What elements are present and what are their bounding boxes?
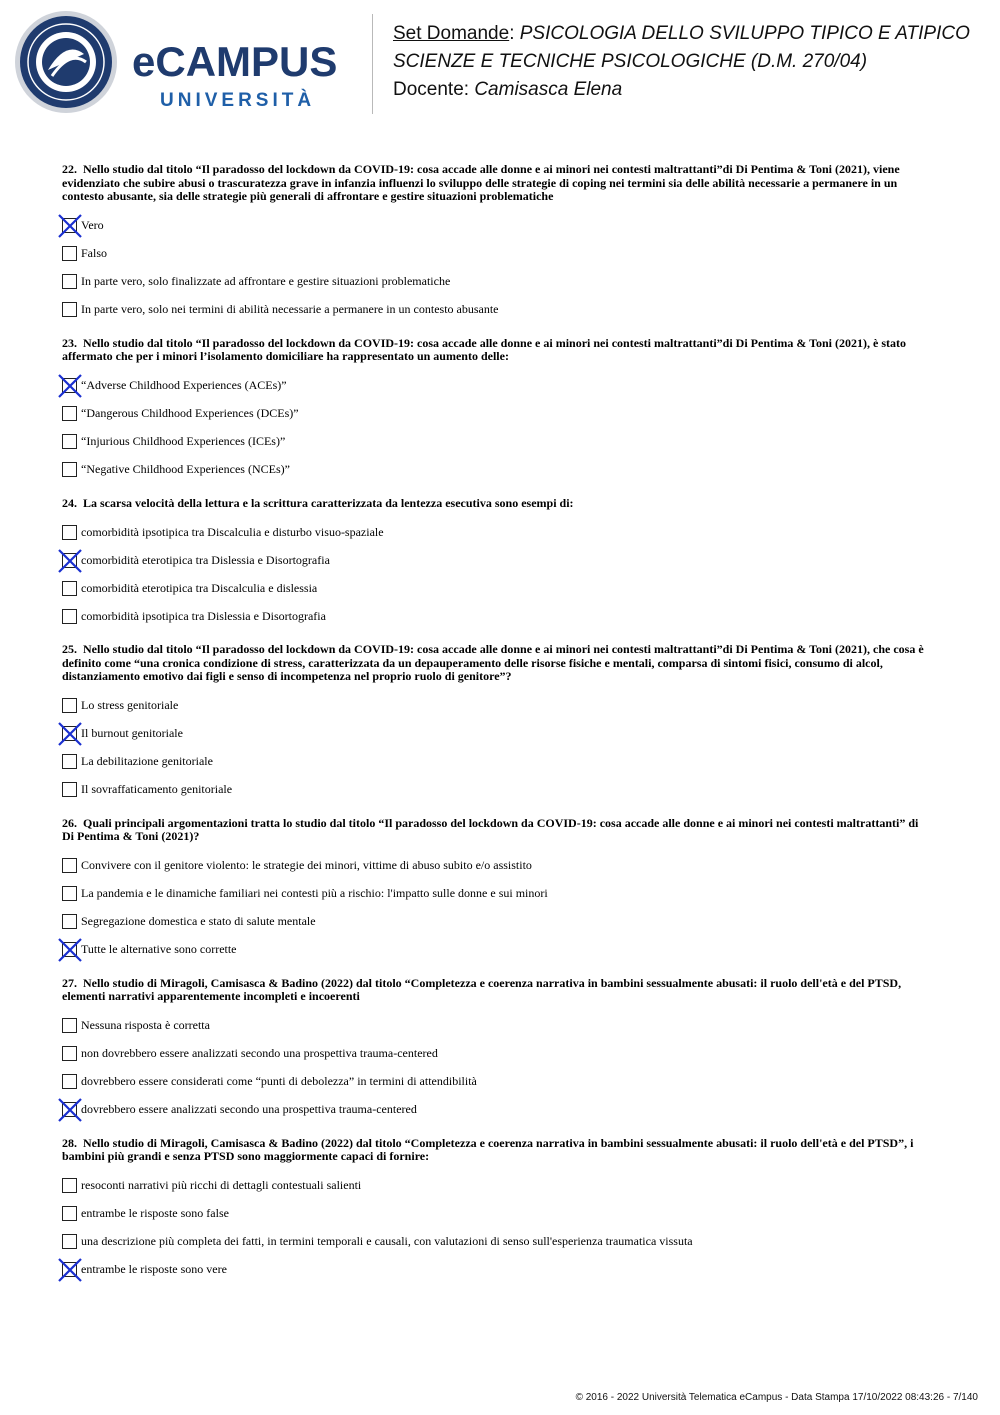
- answer-option[interactable]: [62, 720, 932, 748]
- question-body: Nello studio di Miragoli, Camisasca & Badino (2022) dal titolo “Completezza e coerenza narrativa in bambini sessualmente abusati: il ruolo dell'età e del PTSD”, i bambini più grandi e senza PTSD sono maggiormente capaci di fornire:: [62, 1135, 914, 1163]
- answer-option[interactable]: [62, 268, 932, 296]
- answer-checkbox[interactable]: [62, 218, 77, 233]
- answer-checkbox[interactable]: [62, 698, 77, 713]
- question-number: 23.: [62, 335, 77, 350]
- answer-text: entrambe le risposte sono false: [81, 1206, 229, 1220]
- answer-text: Convivere con il genitore violento: le strategie dei minori, vittime di abuso subito e/o assistito: [81, 858, 532, 872]
- answer-option[interactable]: [62, 296, 932, 324]
- question-text: [62, 643, 932, 684]
- answer-checkbox[interactable]: [62, 434, 77, 449]
- answer-checkbox[interactable]: [62, 942, 77, 957]
- page-footer: © 2016 - 2022 Università Telematica eCampus - Data Stampa 17/10/2022 08:43:26 - 7/140: [575, 1392, 978, 1403]
- answer-option[interactable]: [62, 692, 932, 720]
- question-block: [62, 977, 932, 1124]
- degree-line: [393, 48, 970, 76]
- answer-option[interactable]: [62, 456, 932, 484]
- page-header: [0, 0, 1000, 125]
- answer-checkbox[interactable]: [62, 406, 77, 421]
- answer-checkbox[interactable]: [62, 726, 77, 741]
- answer-text: “Negative Childhood Experiences (NCEs)”: [81, 462, 290, 476]
- answer-text: Vero: [81, 218, 104, 232]
- answer-checkbox[interactable]: [62, 782, 77, 797]
- answer-checkbox[interactable]: [62, 1206, 77, 1221]
- answer-option[interactable]: [62, 1256, 932, 1284]
- question-number: 26.: [62, 815, 77, 830]
- question-number: 25.: [62, 642, 77, 656]
- question-text: [62, 977, 932, 1004]
- answer-text: “Dangerous Childhood Experiences (DCEs)”: [81, 406, 299, 420]
- answer-option[interactable]: [62, 1040, 932, 1068]
- header-divider: [372, 14, 373, 114]
- answer-text: In parte vero, solo finalizzate ad affrontare e gestire situazioni problematiche: [81, 274, 451, 288]
- checked-x-icon: [57, 548, 83, 574]
- question-block: [62, 337, 932, 484]
- answer-checkbox[interactable]: [62, 246, 77, 261]
- answer-text: entrambe le risposte sono vere: [81, 1262, 227, 1276]
- answer-text: Il sovraffaticamento genitoriale: [81, 782, 233, 796]
- answer-checkbox[interactable]: [62, 1102, 77, 1117]
- answer-option[interactable]: [62, 776, 932, 804]
- question-number: 24.: [62, 495, 77, 510]
- teacher-name: Camisasca Elena: [474, 79, 623, 100]
- answer-option[interactable]: [62, 852, 932, 880]
- answer-checkbox[interactable]: [62, 1018, 77, 1033]
- ecampus-wordmark-logo: [132, 36, 357, 112]
- answer-text: dovrebbero essere considerati come “punti di debolezza” in termini di attendibilità: [81, 1074, 477, 1088]
- question-text: [62, 337, 932, 364]
- answer-checkbox[interactable]: [62, 1046, 77, 1061]
- svg-text:UNIVERSITÀ: UNIVERSITÀ: [160, 90, 316, 111]
- question-block: [62, 163, 932, 324]
- question-body: Quali principali argomentazioni tratta lo studio dal titolo “Il paradosso del lockdown da COVID-19: cosa accade alle donne e ai minori nei contesti maltrattanti” di Di Pentima & Toni (2021)?: [62, 815, 919, 843]
- answer-text: “Injurious Childhood Experiences (ICEs)”: [81, 434, 286, 448]
- answer-checkbox[interactable]: [62, 914, 77, 929]
- university-seal-logo: [14, 10, 118, 114]
- answer-option[interactable]: [62, 574, 932, 602]
- answer-text: comorbidità eterotipica tra Discalculia e dislessia: [81, 580, 318, 595]
- answer-option[interactable]: [62, 212, 932, 240]
- question-number: 22.: [62, 162, 77, 176]
- question-block: [62, 817, 932, 964]
- answer-option[interactable]: [62, 1068, 932, 1096]
- teacher-label: Docente:: [393, 79, 470, 100]
- answer-text: Nessuna risposta è corretta: [81, 1018, 210, 1032]
- answer-checkbox[interactable]: [62, 581, 77, 596]
- course-title: PSICOLOGIA DELLO SVILUPPO TIPICO E ATIPICO: [519, 23, 970, 44]
- answer-checkbox[interactable]: [62, 754, 77, 769]
- question-text: [62, 163, 932, 204]
- answer-checkbox[interactable]: [62, 858, 77, 873]
- question-body: Nello studio dal titolo “Il paradosso del lockdown da COVID-19: cosa accade alle donne e ai minori nei contesti maltrattanti”di Di Pentima & Toni (2021), viene evidenziato che subire abusi o trascuratezza grave in infanzia influenzi lo sviluppo delle strategie di coping nei termini sia delle abilità necessarie a permanere in un contesto abusante, sia delle strategie più generali di affrontare e gestire situazioni problematiche: [62, 162, 900, 203]
- answer-text: La debilitazione genitoriale: [81, 754, 213, 768]
- question-body: La scarsa velocità della lettura e la scrittura caratterizzata da lentezza esecutiva sono esempi di:: [83, 495, 574, 510]
- answer-text: Tutte le alternative sono corrette: [81, 942, 237, 956]
- answer-option[interactable]: [62, 1096, 932, 1124]
- question-block: [62, 643, 932, 804]
- question-block: [62, 497, 932, 631]
- answer-text: Segregazione domestica e stato di salute mentale: [81, 914, 316, 928]
- answer-text: comorbidità ipsotipica tra Discalculia e disturbo visuo-spaziale: [81, 524, 384, 539]
- checked-x-icon: [57, 213, 83, 239]
- answer-checkbox[interactable]: [62, 525, 77, 540]
- answer-option[interactable]: [62, 518, 932, 546]
- question-number: 27.: [62, 975, 77, 990]
- answer-text: Falso: [81, 246, 108, 260]
- answer-text: comorbidità eterotipica tra Dislessia e Disortografia: [81, 552, 330, 567]
- answer-option[interactable]: [62, 748, 932, 776]
- answer-option[interactable]: [62, 602, 932, 630]
- answer-text: Lo stress genitoriale: [81, 698, 179, 712]
- answer-text: La pandemia e le dinamiche familiari nei contesti più a rischio: l'impatto sulle donne e sui minori: [81, 886, 548, 900]
- answer-checkbox[interactable]: [62, 462, 77, 477]
- answer-checkbox[interactable]: [62, 886, 77, 901]
- checked-x-icon: [57, 1097, 83, 1123]
- answer-checkbox[interactable]: [62, 1074, 77, 1089]
- answer-checkbox[interactable]: [62, 378, 77, 393]
- teacher-line: [393, 76, 970, 104]
- question-text: [62, 497, 932, 511]
- question-body: Nello studio dal titolo “Il paradosso del lockdown da COVID-19: cosa accade alle donne e ai minori nei contesti maltrattanti”di Di Pentima & Toni (2021), che cosa è definito come “una cronica condizione di stress, caratterizzata da un depauperamento delle risorse fisiche e mentali, comparsa di sintomi fisici, consumo di alcol, distanziamento emotivo dai figli e senso di incompetenza nel proprio ruolo di genitore”?: [62, 642, 924, 683]
- checked-x-icon: [57, 721, 83, 747]
- answer-option[interactable]: [62, 546, 932, 574]
- degree-title: SCIENZE E TECNICHE PSICOLOGICHE (D.M. 270/04): [393, 51, 868, 72]
- answer-text: Il burnout genitoriale: [81, 726, 183, 740]
- answer-text: “Adverse Childhood Experiences (ACEs)”: [81, 378, 287, 392]
- answer-checkbox[interactable]: [62, 1178, 77, 1193]
- course-line: Set Domande: PSICOLOGIA DELLO SVILUPPO TIPICO E ATIPICO: [393, 23, 970, 44]
- answer-option[interactable]: [62, 936, 932, 964]
- answer-text: dovrebbero essere analizzati secondo una prospettiva trauma-centered: [81, 1102, 417, 1116]
- set-label: Set Domande: [393, 23, 510, 44]
- svg-text:eCAMPUS: eCAMPUS: [132, 38, 338, 85]
- course-info: [393, 20, 970, 104]
- answer-option[interactable]: [62, 240, 932, 268]
- answer-option[interactable]: [62, 428, 932, 456]
- question-text: [62, 1137, 932, 1164]
- answer-checkbox[interactable]: [62, 1234, 77, 1249]
- answer-text: comorbidità ipsotipica tra Dislessia e Disortografia: [81, 608, 326, 623]
- answer-checkbox[interactable]: [62, 553, 77, 568]
- answer-checkbox[interactable]: [62, 609, 77, 624]
- question-list: [62, 163, 932, 1297]
- question-text: [62, 817, 932, 844]
- answer-checkbox[interactable]: [62, 274, 77, 289]
- checked-x-icon: [57, 373, 83, 399]
- question-body: Nello studio dal titolo “Il paradosso del lockdown da COVID-19: cosa accade alle donne e ai minori nei contesti maltrattanti”di Di Pentima & Toni (2021), è stato affermato che per i minori l’isolamento domiciliare ha rappresentato un aumento delle:: [62, 335, 906, 363]
- answer-option[interactable]: [62, 400, 932, 428]
- answer-option[interactable]: [62, 1012, 932, 1040]
- answer-option[interactable]: [62, 1172, 932, 1200]
- answer-text: una descrizione più completa dei fatti, in termini temporali e causali, con valutazioni di senso sull'esperienza traumatica vissuta: [81, 1234, 693, 1248]
- answer-checkbox[interactable]: [62, 1262, 77, 1277]
- answer-option[interactable]: [62, 880, 932, 908]
- answer-text: non dovrebbero essere analizzati secondo una prospettiva trauma-centered: [81, 1046, 438, 1060]
- answer-option[interactable]: [62, 1200, 932, 1228]
- question-number: 28.: [62, 1135, 77, 1150]
- answer-option[interactable]: [62, 1228, 932, 1256]
- answer-checkbox[interactable]: [62, 302, 77, 317]
- question-body: Nello studio di Miragoli, Camisasca & Badino (2022) dal titolo “Completezza e coerenza narrativa in bambini sessualmente abusati: il ruolo dell'età e del PTSD, elementi narrativi apparentemente incompleti e incoerenti: [62, 975, 902, 1003]
- checked-x-icon: [57, 1257, 83, 1283]
- answer-text: In parte vero, solo nei termini di abilità necessarie a permanere in un contesto abusante: [81, 302, 499, 316]
- question-block: [62, 1137, 932, 1284]
- answer-text: resoconti narrativi più ricchi di dettagli contestuali salienti: [81, 1178, 362, 1192]
- answer-option[interactable]: [62, 908, 932, 936]
- answer-option[interactable]: [62, 372, 932, 400]
- checked-x-icon: [57, 937, 83, 963]
